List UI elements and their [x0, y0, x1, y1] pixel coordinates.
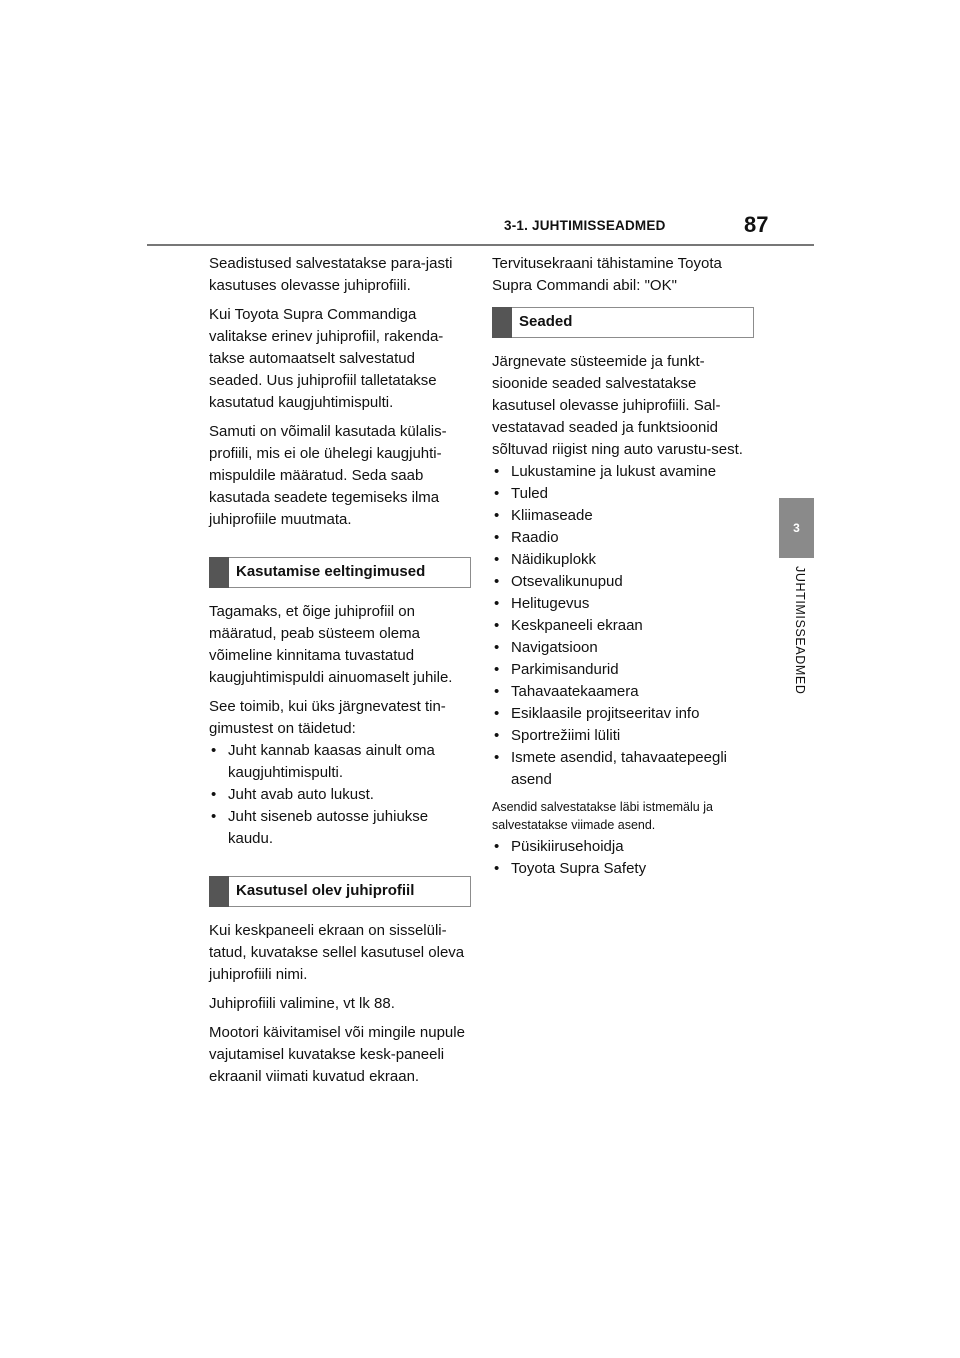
heading-marker — [209, 876, 229, 907]
section-heading: Seaded — [519, 313, 573, 330]
list-item: • Keskpaneeli ekraan — [492, 615, 754, 637]
section-heading-box — [209, 876, 471, 907]
list-item: • Sportrežiimi lüliti — [492, 725, 754, 747]
list-item: • Navigatsioon — [492, 637, 754, 659]
list-item: • Kliimaseade — [492, 505, 754, 527]
left-column — [209, 253, 471, 1095]
section-heading-box — [492, 307, 754, 338]
list-item: • Püsikiirusehoidja — [492, 836, 754, 858]
heading-marker — [492, 307, 512, 338]
section-heading: Kasutusel olev juhiprofiil — [236, 882, 415, 899]
paragraph: Kui Toyota Supra Commandiga valitakse erinev juhiprofiil, rakenda-takse automaatselt salvestatud seaded. Uus juhiprofiil talletatakse kasutatud kaugjuhtimispulti. — [209, 306, 444, 411]
list-item: • Parkimisandurid — [492, 659, 754, 681]
paragraph: Samuti on võimalil kasutada külalis-profiili, mis ei ole ühelegi kaugjuhti-mispuldile määratud. Seda saab kasutada seadete tegemiseks ilma juhiprofiile muutmata. — [209, 423, 447, 528]
chapter-tab — [779, 498, 814, 558]
list-item: • Esiklaasile projitseeritav info — [492, 703, 754, 725]
right-column — [492, 253, 754, 887]
list-item: • Juht kannab kaasas ainult oma kaugjuhtimispulti. — [209, 740, 471, 784]
page-number: 87 — [744, 212, 769, 237]
footnote: Asendid salvestatakse läbi istmemälu ja salvestatakse viimade asend. — [492, 800, 713, 832]
list-item: • Toyota Supra Safety — [492, 858, 754, 880]
paragraph: Mootori käivitamisel või mingile nupule vajutamisel kuvatakse kesk-paneeli ekraanil viimati kuvatud ekraan. — [209, 1024, 465, 1085]
paragraph: Järgnevate süsteemide ja funkt-sioonide seaded salvestatakse kasutusel olevasse juhiprofiili. Sal-vestatavad seaded ja funktsioonid sõltuvad riigist ning auto varustu-sest. — [492, 353, 743, 458]
settings-list-continued — [492, 836, 754, 880]
paragraph: Juhiprofiili valimine, vt lk 88. — [209, 995, 395, 1012]
list-item: • Raadio — [492, 527, 754, 549]
section-heading: Kasutamise eeltingimused — [236, 563, 426, 580]
paragraph: Tagamaks, et õige juhiprofiil on määratud, peab süsteem olema võimeline kinnitama tuvastatud kaugjuhtimispuldi ainuomaselt juhile. — [209, 603, 453, 686]
conditions-list — [209, 740, 471, 850]
settings-list — [492, 461, 754, 791]
chapter-number: 3 — [793, 521, 800, 535]
list-item: • Näidikuplokk — [492, 549, 754, 571]
list-item: • Otsevalikunupud — [492, 571, 754, 593]
list-item: • Juht avab auto lukust. — [209, 784, 471, 806]
list-item: • Helitugevus — [492, 593, 754, 615]
paragraph: Seadistused salvestatakse para-jasti kasutuses olevasse juhiprofiili. — [209, 255, 453, 294]
paragraph: Kui keskpaneeli ekraan on sisselüli-tatud, kuvatakse sellel kasutusel oleva juhiprofiili nimi. — [209, 922, 465, 983]
list-item: • Tahavaatekaamera — [492, 681, 754, 703]
list-item: • Tuled — [492, 483, 754, 505]
paragraph: See toimib, kui üks järgnevatest tin-gimustest on täidetud: — [209, 698, 446, 737]
chapter-side-label: JUHTIMISSEADMED — [793, 566, 807, 695]
list-item: • Ismete asendid, tahavaatepeegli asend — [492, 747, 754, 791]
section-heading-box — [209, 557, 471, 588]
header-divider — [147, 244, 814, 246]
list-item: • Juht siseneb autosse juhiukse kaudu. — [209, 806, 471, 850]
paragraph: Tervitusekraani tähistamine Toyota Supra Commandi abil: "OK" — [492, 255, 722, 294]
heading-marker — [209, 557, 229, 588]
header-section-title: 3-1. JUHTIMISSEADMED — [504, 218, 666, 233]
list-item: • Lukustamine ja lukust avamine — [492, 461, 754, 483]
